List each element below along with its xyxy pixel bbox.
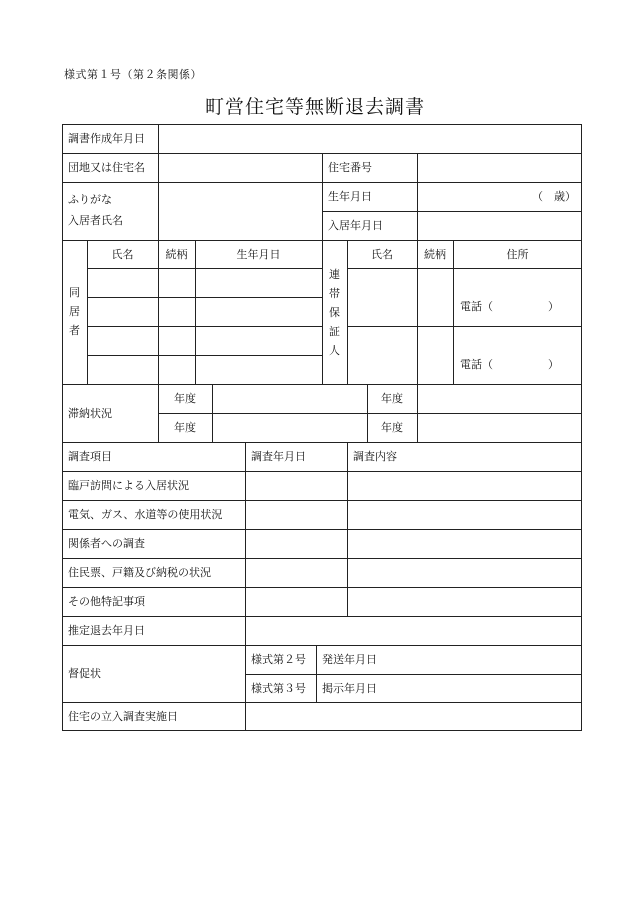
inspection-date-label: 住宅の立入調査実施日 <box>68 709 178 723</box>
complex-name-label: 団地又は住宅名 <box>68 161 145 174</box>
form-number: 様式第１号（第２条関係） <box>64 68 202 81</box>
resident-name-label: 入居者氏名 <box>68 214 123 227</box>
survey-item-utilities: 電気、ガス、水道等の使用状況 <box>68 508 223 521</box>
survey-item-related-persons: 関係者への調査 <box>68 537 145 550</box>
arrears-year-label-3: 年度 <box>381 392 403 405</box>
survey-date-header: 調査年月日 <box>251 450 306 463</box>
created-date-label: 調書作成年月日 <box>68 132 145 145</box>
reminder-sent-date-label: 発送年月日 <box>322 653 377 666</box>
cohabitant-birth-header: 生年月日 <box>236 247 281 261</box>
cohabitant-relation-header: 続柄 <box>165 247 188 261</box>
arrears-year-label-4: 年度 <box>381 421 403 434</box>
furigana-label: ふりがな <box>68 193 112 206</box>
guarantor-label: 連 帯 保 証 人 <box>329 267 340 357</box>
arrears-year-label-1: 年度 <box>174 392 196 405</box>
page-title: 町営住宅等無断退去調書 <box>204 96 425 118</box>
cohabitants-label: 同 居 者 <box>69 286 80 337</box>
guarantor-name-header: 氏名 <box>371 247 393 261</box>
reminder-form3-label: 様式第３号 <box>251 681 306 695</box>
reminder-form2-label: 様式第２号 <box>251 653 306 666</box>
reminder-label: 督促状 <box>68 667 101 680</box>
arrears-year-label-2: 年度 <box>174 421 196 434</box>
birth-date-label: 生年月日 <box>328 190 372 203</box>
guarantor-address-header: 住所 <box>506 247 529 261</box>
guarantor-phone-label-1: 電話（ ） <box>460 300 559 313</box>
estimated-vacate-date-label: 推定退去年月日 <box>68 624 145 637</box>
survey-content-header: 調査内容 <box>353 450 397 463</box>
reminder-posted-date-label: 掲示年月日 <box>322 681 377 695</box>
move-in-date-label: 入居年月日 <box>328 219 383 232</box>
house-number-label: 住宅番号 <box>328 161 372 174</box>
guarantor-phone-label-2: 電話（ ） <box>460 358 559 371</box>
survey-item-header: 調査項目 <box>68 450 112 463</box>
age-label: （ 歳） <box>532 190 576 203</box>
survey-item-other-notes: その他特記事項 <box>68 595 145 608</box>
arrears-label: 滞納状況 <box>68 406 112 420</box>
guarantor-relation-header: 続柄 <box>424 247 446 261</box>
cohabitant-name-header: 氏名 <box>111 247 134 261</box>
survey-item-resident-register: 住民票、戸籍及び納税の状況 <box>68 566 211 579</box>
survey-item-visit: 臨戸訪問による入居状況 <box>68 479 189 492</box>
